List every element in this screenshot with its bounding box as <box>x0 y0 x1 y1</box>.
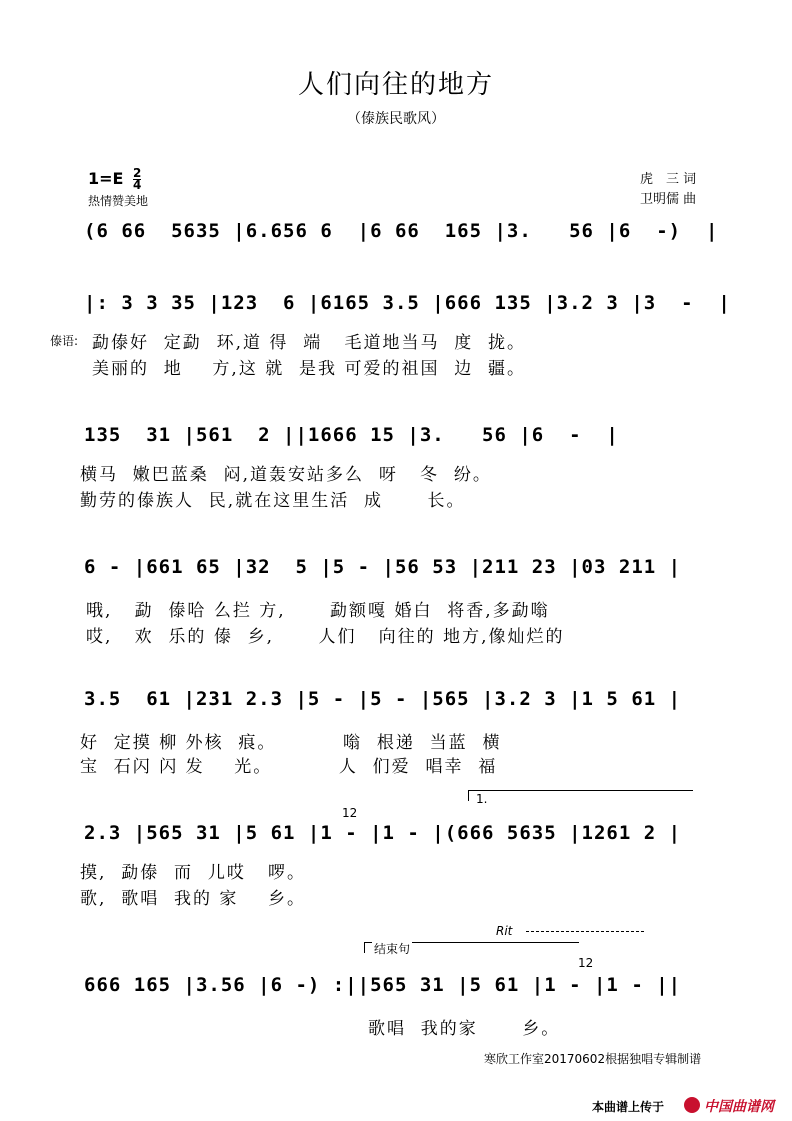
lyric-2a: 勐傣好 定勐 环,道 得 端 毛道地当马 度 拢。 <box>92 333 527 353</box>
footer-credit: 寒欣工作室20170602根据独唱专辑制谱 <box>484 1052 702 1066</box>
lyric-5a: 好 定摸 柳 外核 痕。 嗡 根递 当蓝 横 <box>80 733 502 753</box>
time-top: 2 <box>133 166 142 180</box>
score-line-4: 6 - |661 65 |32 5 |5 - |56 53 |211 23 |03 211 | <box>84 556 682 578</box>
volta-12-label-2: 12 <box>578 956 594 970</box>
lyric-3a: 横马 嫩巴蓝桑 闷,道轰安站多么 呀 冬 纷。 <box>80 465 492 485</box>
lyric-6b: 歌, 歌唱 我的 家 乡。 <box>80 889 307 909</box>
lyric-language-label: 傣语: <box>50 334 79 348</box>
lyric-6a: 摸, 勐傣 而 儿哎 啰。 <box>80 863 307 883</box>
ending-label: 结束句 <box>374 942 411 956</box>
time-signature <box>133 168 141 191</box>
tempo-marking: 热情赞美地 <box>88 194 149 208</box>
score-line-6: 2.3 |565 31 |5 61 |1 - |1 - |(666 5635 |1261 2 | <box>84 822 682 844</box>
score-line-5: 3.5 61 |231 2.3 |5 - |5 - |565 |3.2 3 |1 5 61 | <box>84 688 682 710</box>
volta-bracket <box>468 790 693 801</box>
lyric-5b: 宝 石闪 闪 发 光。 人 们爱 唱幸 福 <box>80 757 498 777</box>
lyric-4a: 哦, 勐 傣哈 么拦 方, 勐额嘎 婚白 将香,多勐嗡 <box>86 601 550 621</box>
volta-1-label: 1. <box>476 792 488 806</box>
score-line-1: (6 66 5635 |6.656 6 |6 66 165 |3. 56 |6 -) | <box>84 220 719 242</box>
lyric-2b: 美丽的 地 方,这 就 是我 可爱的祖国 边 疆。 <box>92 359 527 379</box>
key-label: 1=E <box>88 169 124 188</box>
song-subtitle: （傣族民歌风） <box>347 111 445 127</box>
lyricist: 虎 三 词 <box>640 172 697 187</box>
song-title: 人们向往的地方 <box>297 70 494 100</box>
upload-text: 本曲谱上传于 <box>592 1100 665 1114</box>
score-line-3: 135 31 |561 2 ||1666 15 |3. 56 |6 - | <box>84 424 619 446</box>
lyric-7: 歌唱 我的家 乡。 <box>368 1019 561 1039</box>
ritardando-label: Rit <box>496 924 513 938</box>
volta-12-label-1: 12 <box>342 806 358 820</box>
site-name[interactable]: 中国曲谱网 <box>704 1099 774 1115</box>
score-line-2: |: 3 3 35 |123 6 |6165 3.5 |666 135 |3.2 3 |3 - | <box>84 292 731 314</box>
ritardando-line <box>526 931 644 932</box>
site-logo-icon <box>684 1097 700 1113</box>
composer: 卫明儒 曲 <box>640 192 697 207</box>
lyric-4b: 哎, 欢 乐的 傣 乡, 人们 向往的 地方,像灿烂的 <box>86 627 565 647</box>
key-signature <box>88 168 141 191</box>
time-bottom: 4 <box>133 178 142 192</box>
score-line-7: 666 165 |3.56 |6 -) :||565 31 |5 61 |1 - |1 - || <box>84 974 682 996</box>
lyric-3b: 勤劳的傣族人 民,就在这里生活 成 长。 <box>80 491 466 511</box>
